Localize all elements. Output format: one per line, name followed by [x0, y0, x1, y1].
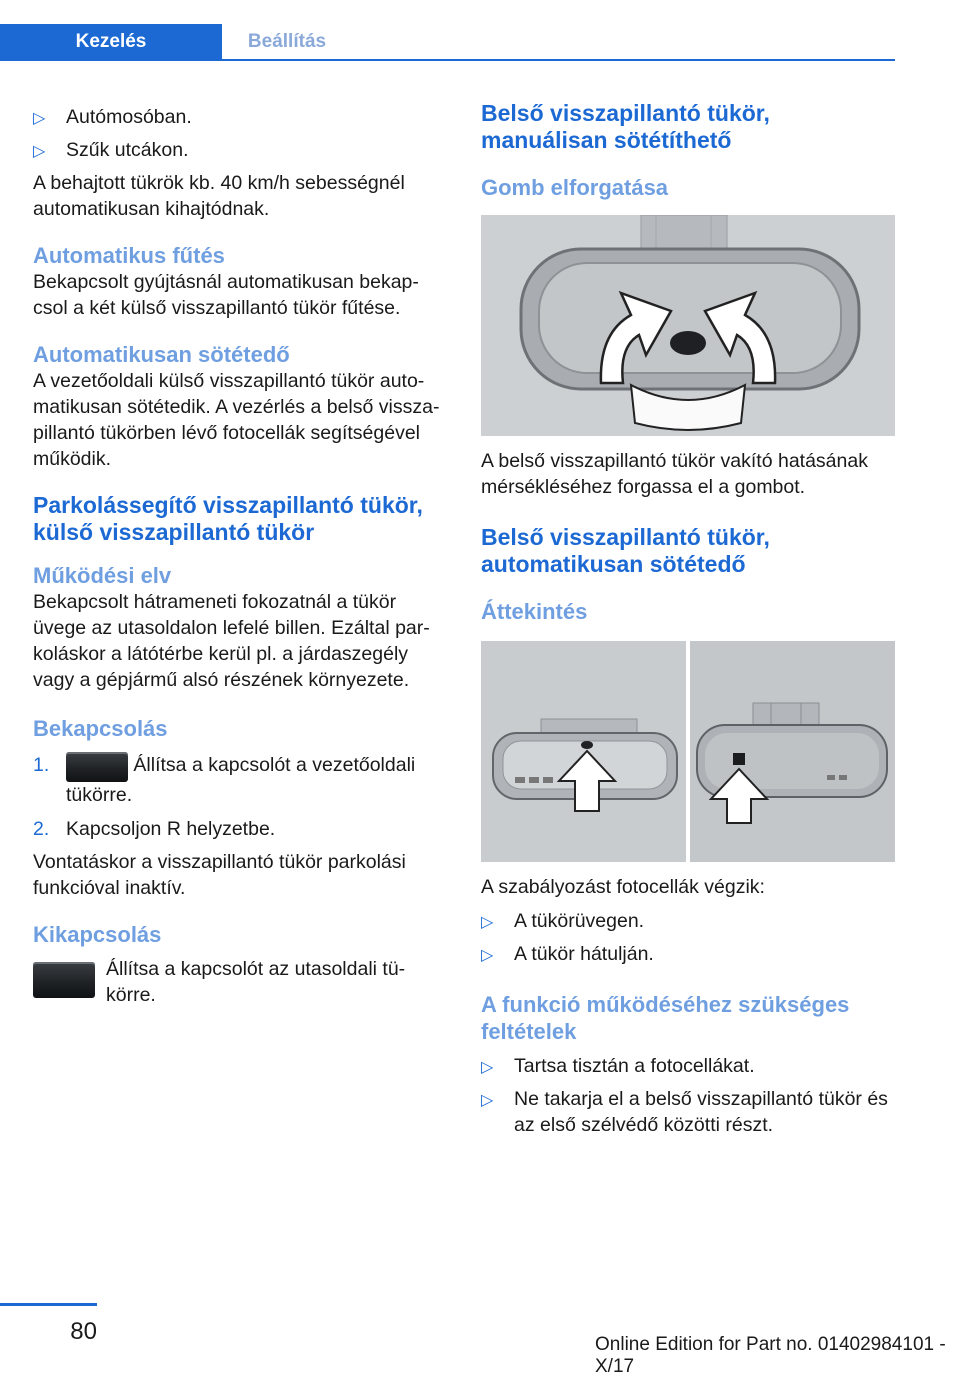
principle-paragraph: Bekapcsolt hátrameneti fokozatnál a tükör üvege az utasoldalon lefelé billen. Ezáltal par-koláskor a látótérbe kerül pl. a járdaszegély vagy a gépjármű alsó részének környezete. — [33, 591, 430, 691]
header-rule — [0, 59, 895, 61]
list-item-text: A tükör hátulján. — [514, 943, 654, 965]
triangle-bullet-icon: ▷ — [481, 947, 494, 964]
step-item — [33, 752, 448, 808]
footer-rule — [0, 1303, 97, 1306]
step-text: Kapcsoljon R helyzetbe. — [66, 818, 276, 840]
list-item — [33, 104, 448, 130]
step-number: 2. — [33, 818, 50, 840]
heating-paragraph: Bekapcsolt gyújtásnál automatikusan bekap-csol a két külső visszapillantó tükör fűtése. — [33, 271, 419, 319]
heading-switch-off: Kikapcsolás — [33, 922, 162, 947]
photocell-illustration — [481, 641, 895, 862]
triangle-bullet-icon: ▷ — [481, 1092, 494, 1109]
edition-text: Online Edition for Part no. 01402984101 - X/17 — [595, 1334, 946, 1377]
photocell-paragraph: A szabályozást fotocellák végzik: — [481, 876, 765, 898]
heading-dimming: Automatikusan sötétedő — [33, 342, 290, 367]
page-number: 80 — [70, 1318, 97, 1345]
mirror-switch-button-icon — [66, 752, 128, 782]
heading-overview: Áttekintés — [481, 599, 588, 624]
heading-conditions: A funkció működéséhez szükséges feltételek — [481, 992, 850, 1044]
mirror-switch-button-icon — [33, 962, 95, 998]
heading-heating: Automatikus fűtés — [33, 243, 225, 268]
heading-parking-mirror: Parkolássegítő visszapillantó tükör, külső visszapillantó tükör — [33, 492, 423, 545]
heading-manual-mirror: Belső visszapillantó tükör, manuálisan sötétíthető — [481, 100, 770, 153]
heading-auto-mirror: Belső visszapillantó tükör, automatikusan sötétedő — [481, 524, 770, 577]
triangle-bullet-icon: ▷ — [481, 914, 494, 931]
mirror-knob-illustration — [481, 215, 895, 436]
list-item — [33, 137, 448, 163]
left-column — [33, 100, 448, 1008]
list-item-text: A tükörüvegen. — [514, 910, 645, 932]
step-item — [33, 816, 448, 842]
list-item-text: Szűk utcákon. — [66, 139, 189, 161]
heading-principle: Működési elv — [33, 563, 172, 588]
list-item-text: Autómosóban. — [66, 106, 192, 128]
heading-knob: Gomb elforgatása — [481, 175, 669, 200]
fold-paragraph: A behajtott tükrök kb. 40 km/h sebességnél automatikusan kihajtódnak. — [33, 172, 405, 220]
list-item — [481, 908, 895, 934]
step-number: 1. — [33, 754, 50, 776]
right-column — [481, 100, 895, 1145]
list-item — [481, 941, 895, 967]
tab-beallitas[interactable]: Beállítás — [247, 31, 327, 52]
tab-kezeles[interactable]: Kezelés — [0, 24, 222, 60]
list-item — [481, 1086, 895, 1138]
list-item-text: Ne takarja el a belső visszapillantó tükör és az első szélvédő közötti részt. — [514, 1088, 888, 1136]
switch-off-paragraph: Állítsa a kapcsolót az utasoldali tü-körre. — [106, 958, 406, 1006]
knob-paragraph: A belső visszapillantó tükör vakító hatásának mérsékléséhez forgassa el a gombot. — [481, 450, 868, 498]
reverse-paragraph: Vontatáskor a visszapillantó tükör parkolási funkcióval inaktív. — [33, 851, 406, 899]
list-item — [481, 1053, 895, 1079]
heading-switch-on: Bekapcsolás — [33, 716, 168, 741]
triangle-bullet-icon: ▷ — [481, 1059, 494, 1076]
step-text: Állítsa a kapcsolót a vezetőoldali tükörre. — [66, 754, 416, 806]
header-tabs — [0, 24, 895, 60]
triangle-bullet-icon: ▷ — [33, 110, 46, 127]
overview-figure — [481, 641, 895, 862]
list-item-text: Tartsa tisztán a fotocellákat. — [514, 1055, 755, 1077]
knob-mirror-figure — [481, 215, 895, 436]
dimming-paragraph: A vezetőoldali külső visszapillantó tükör auto-matikusan sötétedik. A vezérlés a belső vissza-pillantó tükörben lévő fotocellák segítségével működik. — [33, 370, 440, 470]
triangle-bullet-icon: ▷ — [33, 143, 46, 160]
switch-off-block — [33, 956, 448, 1008]
